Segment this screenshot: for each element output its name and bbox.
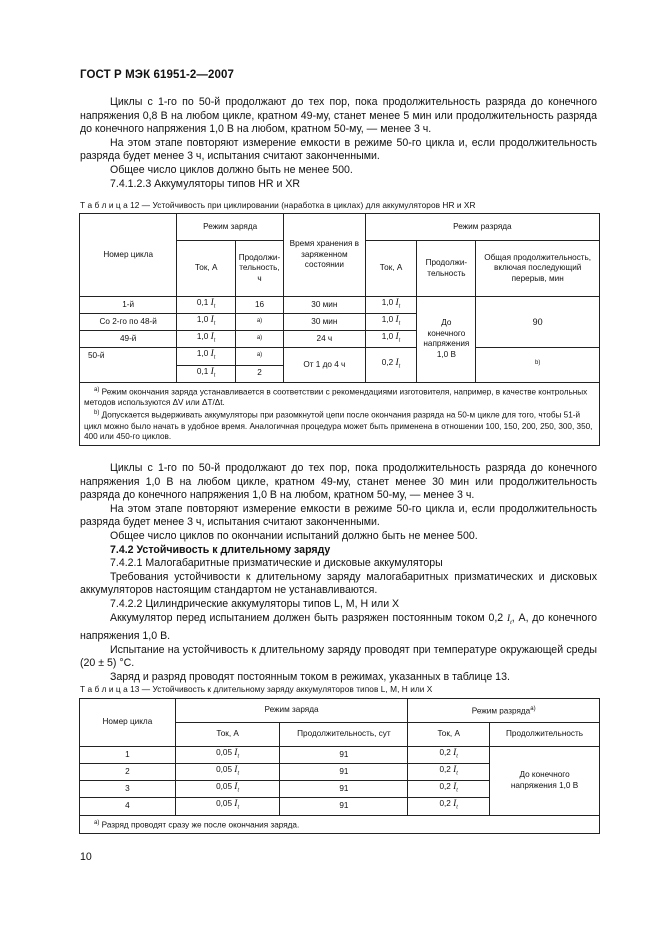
cell-value: 1,0 bbox=[196, 332, 209, 342]
header-duration: Продолжи-тельность, ч bbox=[236, 241, 284, 297]
cell-current bbox=[175, 747, 280, 764]
current-subscript: t bbox=[398, 363, 401, 370]
header-discharge-duration: Продолжительность bbox=[490, 723, 600, 747]
text: , А, до конечного напряжения 1,0 В. bbox=[80, 611, 597, 643]
current-subscript: t bbox=[237, 805, 240, 812]
footnote-mark: а) bbox=[94, 819, 100, 826]
paragraph: Общее число циклов должно быть не менее 500. bbox=[110, 163, 353, 176]
cell-value: 0,05 bbox=[216, 765, 233, 775]
footnote-a bbox=[84, 818, 595, 831]
current-subscript: t bbox=[237, 753, 240, 760]
cell-time: 30 мин bbox=[283, 314, 365, 331]
current-subscript: t bbox=[456, 753, 458, 760]
cell-current bbox=[175, 798, 280, 815]
cell-cycle: 3 bbox=[80, 781, 176, 798]
current-subscript: t bbox=[456, 770, 458, 777]
current-subscript: t bbox=[398, 303, 401, 310]
header-total-duration: Общая продолжительность, включая последующий перерыв, мин bbox=[476, 241, 600, 297]
footnote-text: Режим окончания заряда устанавливается в соответствии с рекомендациями изготовителя, например, в качестве контрольных методов используются ΔV или ΔT/Δt. bbox=[84, 387, 588, 407]
footnote-mark: a) bbox=[256, 334, 263, 341]
current-subscript: t bbox=[213, 372, 216, 379]
cell-total-merged: 90 bbox=[476, 297, 600, 348]
current-subscript: t bbox=[213, 337, 216, 344]
current-symbol: I bbox=[234, 765, 238, 776]
table-footnotes bbox=[80, 382, 600, 445]
cell-time: От 1 до 4 ч bbox=[283, 348, 365, 382]
cell-value: 0,2 bbox=[439, 799, 451, 809]
cell-cycle: 1-й bbox=[80, 297, 177, 314]
cell-value: 1,0 bbox=[381, 332, 394, 342]
paragraph: Требования устойчивости к длительному заряду малогабаритных призматических и дисковых аккумуляторов настоящим стандартом не устанавливаются. bbox=[80, 570, 597, 597]
cell-dcurrent bbox=[408, 781, 490, 798]
table-12 bbox=[79, 213, 600, 446]
header-discharge: Режим разряда bbox=[365, 214, 599, 241]
cell-cycle: 49-й bbox=[80, 331, 177, 348]
footnote-b bbox=[84, 408, 595, 442]
text: Аккумулятор перед испытанием должен быть разряжен постоянным током 0,2 bbox=[110, 611, 504, 624]
footnote-text: Допускается выдерживать аккумуляторы при разомкнутой цепи после окончания разряда на 50-м цикле для того, чтобы 51-й цикл можно было начать в удобное время. Аналогичная процедура может быть применена в отношении 100, 150, 200, 250, 300, 350, 400 или 450-го циклов. bbox=[84, 411, 593, 442]
page-number: 10 bbox=[80, 851, 92, 863]
cell-discharge-duration-merged: До конечного напряжения 1,0 В bbox=[417, 297, 476, 383]
current-subscript: t bbox=[456, 805, 458, 812]
footnote-mark: а) bbox=[530, 705, 536, 712]
cell-cycle: 1 bbox=[80, 747, 176, 764]
cell-value: 0,2 bbox=[439, 782, 451, 792]
cell-cycle: 50-й bbox=[80, 348, 177, 382]
table-13 bbox=[79, 698, 600, 834]
cell-time: 30 мин bbox=[283, 297, 365, 314]
current-subscript: t bbox=[398, 320, 401, 327]
cell-value: 0,05 bbox=[216, 799, 233, 809]
cell-value: 1,0 bbox=[196, 315, 209, 325]
current-subscript: t bbox=[237, 770, 240, 777]
header-discharge-current: Ток, А bbox=[365, 241, 417, 297]
cell-value: 0,05 bbox=[216, 748, 233, 757]
current-symbol: I bbox=[395, 332, 399, 343]
cell-duration bbox=[236, 331, 284, 348]
section-heading: 7.4.2 Устойчивость к длительному заряду bbox=[110, 543, 331, 556]
current-symbol: I bbox=[234, 799, 238, 810]
cell-total-50 bbox=[476, 348, 600, 382]
cell-discharge-duration-merged: До конечного напряжения 1,0 В bbox=[490, 747, 600, 816]
table-footnotes bbox=[80, 815, 600, 833]
current-symbol: I bbox=[210, 315, 214, 326]
current-symbol: I bbox=[210, 332, 214, 343]
header-cycle: Номер цикла bbox=[80, 699, 176, 747]
cell-current bbox=[177, 348, 236, 365]
cell-value: 0,1 bbox=[196, 298, 209, 307]
table-12-caption: Т а б л и ц а 12 — Устойчивость при циклировании (наработка в циклах) для аккумуляторов HR и XR bbox=[80, 200, 476, 210]
cell-value: 0,2 bbox=[381, 357, 394, 367]
current-symbol: I bbox=[234, 748, 238, 758]
current-subscript: t bbox=[398, 337, 401, 344]
table-13-caption: Т а б л и ц а 13 — Устойчивость к длительному заряду аккумуляторов типов L, M, H или X bbox=[80, 684, 433, 694]
footnote-mark: a) bbox=[256, 317, 263, 324]
cell-time: 24 ч bbox=[283, 331, 365, 348]
cell-value: 1,0 bbox=[381, 298, 394, 307]
cell-duration: 91 bbox=[280, 781, 408, 798]
current-symbol: I bbox=[210, 349, 214, 360]
paragraph bbox=[80, 612, 597, 644]
paragraph: Циклы с 1-го по 50-й продолжают до тех пор, пока продолжительность разряда до конечного напряжения 1,0 В на любом цикле, кратном 49-му, станет менее 30 мин или продолжительность разряда до конечного напряжения 1,0 В на любом, кратном 50-му, — менее 3 ч. bbox=[80, 462, 597, 502]
header-cycle: Номер цикла bbox=[80, 214, 177, 297]
current-symbol: I bbox=[395, 298, 399, 308]
current-subscript: t bbox=[213, 303, 216, 310]
header-discharge bbox=[408, 699, 600, 723]
table-row bbox=[80, 348, 600, 365]
subsection-heading: 7.4.1.2.3 Аккумуляторы типов HR и XR bbox=[110, 177, 301, 190]
cell-duration: 91 bbox=[280, 764, 408, 781]
cell-duration: 16 bbox=[236, 297, 284, 314]
header-duration: Продолжительность, сут bbox=[280, 723, 408, 747]
cell-duration bbox=[236, 348, 284, 365]
cell-duration: 2 bbox=[236, 365, 284, 382]
cell-value: 1,0 bbox=[381, 315, 394, 325]
cell-current bbox=[177, 297, 236, 314]
cell-current bbox=[175, 764, 280, 781]
cell-duration: 91 bbox=[280, 747, 408, 764]
header-storage-time: Время хранения в заряженном состоянии bbox=[283, 214, 365, 297]
cell-current bbox=[177, 314, 236, 331]
cell-cycle: 2 bbox=[80, 764, 176, 781]
cell-value: 0,1 bbox=[196, 366, 209, 376]
current-subscript: t bbox=[510, 619, 512, 626]
cell-value: 0,2 bbox=[439, 748, 451, 757]
subsection-heading: 7.4.2.1 Малогабаритные призматические и дисковые аккумуляторы bbox=[110, 557, 443, 570]
current-symbol: I bbox=[453, 765, 457, 776]
cell-dcurrent bbox=[408, 747, 490, 764]
cell-value: 0,2 bbox=[439, 765, 451, 775]
current-symbol: I bbox=[453, 748, 457, 758]
paragraph: На этом этапе повторяют измерение емкости в режиме 50-го цикла и, если продолжительность разряда будет менее 3 ч, испытания считают законченными. bbox=[80, 136, 597, 163]
header-discharge-duration: Продолжи-тельность bbox=[417, 241, 476, 297]
current-symbol: I bbox=[234, 782, 238, 793]
paragraph: Испытание на устойчивость к длительному заряду проводят при температуре окружающей среды (20 ± 5) °С. bbox=[80, 643, 597, 670]
current-subscript: t bbox=[456, 787, 458, 794]
current-symbol: I bbox=[210, 298, 214, 308]
header-discharge-current: Ток, А bbox=[408, 723, 490, 747]
current-subscript: t bbox=[213, 355, 216, 362]
current-symbol: I bbox=[210, 366, 214, 377]
cell-value: 1,0 bbox=[196, 349, 209, 359]
cell-dcurrent bbox=[365, 348, 417, 382]
cell-dcurrent bbox=[365, 297, 417, 314]
paragraph-block-1 bbox=[80, 96, 597, 191]
table-row bbox=[80, 297, 600, 314]
current-symbol: I bbox=[395, 357, 399, 368]
cell-dcurrent bbox=[408, 798, 490, 815]
paragraph: Заряд и разряд проводят постоянным током в режимах, указанных в таблице 13. bbox=[110, 671, 510, 684]
cell-duration: 91 bbox=[280, 798, 408, 815]
footnote-mark: a) bbox=[94, 386, 100, 393]
current-symbol: I bbox=[453, 782, 457, 793]
footnote-mark: b) bbox=[535, 360, 541, 367]
subsection-heading: 7.4.2.2 Цилиндрические аккумуляторы типов L, M, H или X bbox=[110, 597, 400, 610]
header-charge: Режим заряда bbox=[177, 214, 284, 241]
current-symbol: I bbox=[395, 315, 399, 326]
document-header: ГОСТ Р МЭК 61951-2—2007 bbox=[80, 69, 234, 81]
cell-dcurrent bbox=[365, 314, 417, 331]
header-current: Ток, А bbox=[177, 241, 236, 297]
paragraph: Общее число циклов по окончании испытаний должно быть не менее 500. bbox=[110, 529, 478, 542]
header-charge: Режим заряда bbox=[175, 699, 408, 723]
paragraph: На этом этапе повторяют измерение емкости в режиме 50-го цикла и, если продолжительность разряда будет менее 3 ч, испытания считают законченными. bbox=[80, 502, 597, 529]
cell-current bbox=[175, 781, 280, 798]
footnote-mark: a) bbox=[256, 351, 263, 358]
paragraph: Циклы с 1-го по 50-й продолжают до тех пор, пока продолжительность разряда до конечного напряжения 0,8 В на любом цикле, кратном 49-му, станет менее 5 мин или продолжительность разряда до конечного напряжения 1,0 В на любом, кратном 50-му, — менее 3 ч. bbox=[80, 96, 597, 136]
current-symbol: I bbox=[453, 799, 457, 810]
table-row bbox=[80, 747, 600, 764]
cell-dcurrent bbox=[365, 331, 417, 348]
cell-cycle: Со 2-го по 48-й bbox=[80, 314, 177, 331]
cell-current bbox=[177, 331, 236, 348]
current-subscript: t bbox=[237, 787, 240, 794]
footnote-a bbox=[84, 385, 595, 409]
header-current: Ток, А bbox=[175, 723, 280, 747]
paragraph-block-2 bbox=[80, 462, 597, 685]
current-symbol: I bbox=[506, 613, 511, 624]
footnote-text: Разряд проводят сразу же после окончания заряда. bbox=[101, 820, 300, 830]
current-subscript: t bbox=[213, 320, 216, 327]
header-text: Режим разряда bbox=[471, 706, 531, 716]
cell-value: 0,05 bbox=[216, 782, 233, 792]
cell-dcurrent bbox=[408, 764, 490, 781]
cell-current bbox=[177, 365, 236, 382]
cell-duration bbox=[236, 314, 284, 331]
footnote-mark: b) bbox=[94, 410, 100, 417]
cell-cycle: 4 bbox=[80, 798, 176, 815]
